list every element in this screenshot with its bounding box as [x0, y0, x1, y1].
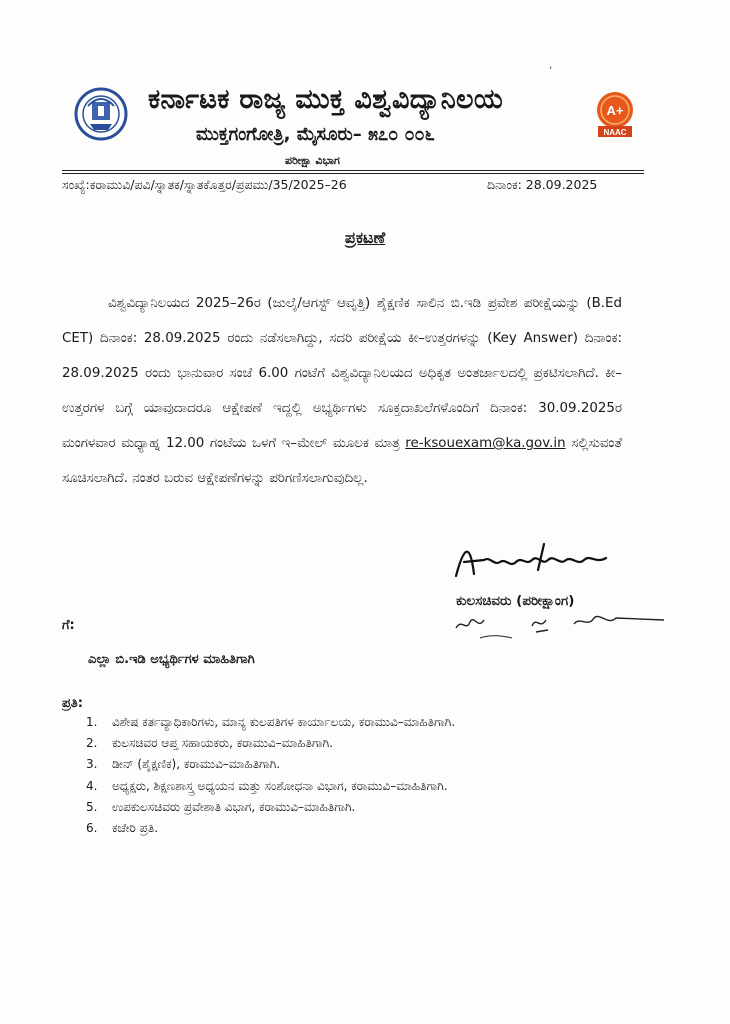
list-item-number: 5.	[86, 799, 98, 814]
university-name: ಕರ್ನಾಟಕ ರಾಜ್ಯ ಮುಕ್ತ ವಿಶ್ವವಿದ್ಯಾನಿಲಯ	[148, 84, 504, 115]
scan-mark: ,	[549, 60, 553, 71]
copy-list	[86, 712, 455, 839]
list-item-number: 6.	[86, 820, 98, 835]
list-item-number: 2.	[86, 736, 98, 751]
naac-badge-icon	[588, 86, 642, 142]
naac-label: NAAC	[603, 128, 627, 137]
list-item	[86, 818, 455, 839]
signatory-designation: ಕುಲಸಚಿವರು (ಪರೀಕ್ಷಾಂಗ)	[456, 593, 575, 609]
list-item-number: 1.	[86, 715, 98, 729]
naac-grade: A+	[606, 103, 624, 118]
initials-marks	[450, 604, 670, 644]
copy-label: ಪ್ರತಿ:	[62, 696, 83, 711]
list-item-number: 4.	[86, 778, 98, 793]
list-item-text: ಕುಲಸಚಿವರ ಆಪ್ತ ಸಹಾಯಕರು, ಕರಾಮುವಿ–ಮಾಹಿತಿಗಾಗಿ.	[112, 736, 334, 751]
issue-date	[487, 177, 597, 193]
list-item-text: ವಿಶೇಷ ಕರ್ತವ್ಯಾಧಿಕಾರಿಗಳು, ಮಾನ್ಯ ಕುಲಪತಿಗಳ ಕಾರ್ಯಾಲಯ, ಕರಾಮುವಿ–ಮಾಹಿತಿಗಾಗಿ.	[112, 715, 456, 729]
email-link[interactable]: re-ksouexam@ka.gov.in	[405, 436, 566, 451]
list-item-number: 3.	[86, 757, 98, 772]
signature-image	[450, 536, 630, 584]
date-label: ದಿನಾಂಕ:	[487, 177, 522, 192]
list-item-text: ಕಚೇರಿ ಪ್ರತಿ.	[112, 820, 159, 835]
list-item-text: ಅಧ್ಯಕ್ಷರು, ಶಿಕ್ಷಣಶಾಸ್ತ್ರ ಅಧ್ಯಯನ ಮತ್ತು ಸಂಶೋಧನಾ ವಿಭಾಗ, ಕರಾಮುವಿ–ಮಾಹಿತಿಗಾಗಿ.	[112, 778, 448, 793]
notice-heading: ಪ್ರಕಟಣೆ	[344, 228, 386, 247]
recipient-text: ಎಲ್ಲಾ ಬಿ.ಇಡಿ ಅಭ್ಯರ್ಥಿಗಳ ಮಾಹಿತಿಗಾಗಿ	[88, 652, 255, 667]
notice-body-part2: ಸಲ್ಲಿಸುವಂತೆ ಸೂಚಿಸಲಾಗಿದೆ. ನಂತರ ಬರುವ ಆಕ್ಷೇಪಣೆಗಳನ್ನು ಪರಿಗಣಿಸಲಾಗುವುದಿಲ್ಲ.	[62, 436, 622, 486]
university-emblem-icon	[70, 86, 132, 142]
date-value: 28.09.2025	[525, 177, 598, 192]
university-address: ಮುಕ್ತಗಂಗೋತ್ರಿ, ಮೈಸೂರು– ೫೭೦ ೦೦೬	[196, 124, 435, 145]
list-item	[86, 797, 455, 818]
list-item	[86, 776, 455, 797]
notice-body	[62, 286, 622, 496]
header-divider	[62, 170, 644, 171]
to-label: ಗೆ:	[62, 618, 75, 633]
list-item	[86, 754, 455, 775]
list-item	[86, 712, 455, 733]
list-item-text: ಉಪಕುಲಸಚಿವರು ಪ್ರವೇಶಾತಿ ವಿಭಾಗ, ಕರಾಮುವಿ–ಮಾಹಿತಿಗಾಗಿ.	[112, 799, 356, 814]
department-name: ಪರೀಕ್ಷಾ ವಿಭಾಗ	[285, 154, 340, 167]
notice-body-part1: ವಿಶ್ವವಿದ್ಯಾನಿಲಯದ 2025–26ರ (ಜುಲೈ/ಆಗಸ್ಟ್ ಆವೃತ್ತಿ) ಶೈಕ್ಷಣಿಕ ಸಾಲಿನ ಬಿ.ಇಡಿ ಪ್ರವೇಶ ಪರೀಕ್ಷೆಯನ್ನು (B.Ed CET) ದಿನಾಂಕ: 28.09.2025 ರಂದು ನಡೆಸಲಾಗಿದ್ದು, ಸದರಿ ಪರೀಕ್ಷೆಯ ಕೀ–ಉತ್ತರಗಳನ್ನು (Key Answer) ದಿನಾಂಕ: 28.09.2025 ರಂದು ಭಾನುವಾರ ಸಂಜೆ 6.00 ಗಂಟೆಗೆ ವಿಶ್ವವಿದ್ಯಾನಿಲಯದ ಅಧಿಕೃತ ಅಂತರ್ಜಾಲದಲ್ಲಿ ಪ್ರಕಟಿಸಲಾಗಿದೆ. ಕೀ–ಉತ್ತರಗಳ ಬಗ್ಗೆ ಯಾವುದಾದರೂ ಆಕ್ಷೇಪಣೆ ಇದ್ದಲ್ಲಿ ಅಭ್ಯರ್ಥಿಗಳು ಸೂಕ್ತದಾಖಲೆಗಳೊಂದಿಗೆ ದಿನಾಂಕ: 30.09.2025ರ ಮಂಗಳವಾರ ಮಧ್ಯಾಹ್ನ 12.00 ಗಂಟೆಯ ಒಳಗೆ ಇ–ಮೇಲ್ ಮೂಲಕ ಮಾತ್ರ	[62, 296, 622, 451]
list-item	[86, 733, 455, 754]
list-item-text: ಡೀನ್ (ಶೈಕ್ಷಣಿಕ), ಕರಾಮುವಿ–ಮಾಹಿತಿಗಾಗಿ.	[112, 757, 281, 772]
reference-number: ಸಂಖ್ಯೆ:ಕರಾಮುವಿ/ಪವಿ/ಸ್ನಾತಕ/ಸ್ನಾತಕೊತ್ತರ/ಪ್ರಪಮು/35/2025–26	[62, 177, 347, 192]
header-divider-second	[62, 173, 644, 174]
